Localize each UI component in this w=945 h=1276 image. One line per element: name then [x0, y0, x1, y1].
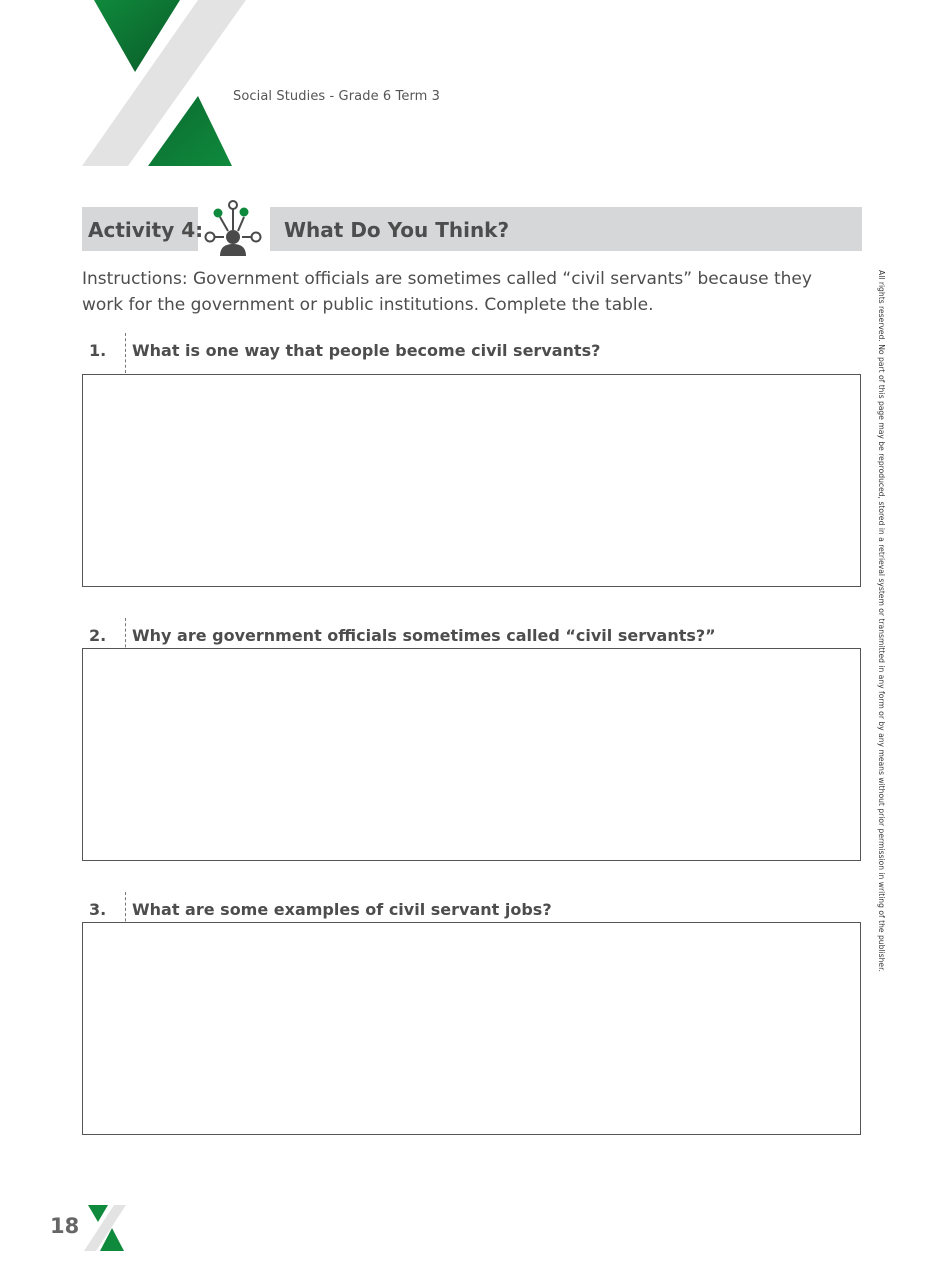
- copyright-notice: [877, 270, 897, 1010]
- answer-box-3[interactable]: [82, 922, 861, 1135]
- header-logo: [80, 0, 250, 170]
- question-text: Why are government officials sometimes called “civil servants?”: [132, 626, 716, 645]
- copyright-text: All rights reserved. No part of this page may be reproduced, stored in a retrieval system or transmitted in any form or by any means without prior permission in writing of the publisher.: [877, 270, 886, 972]
- question-number: 1.: [89, 341, 107, 360]
- footer-logo: [84, 1205, 128, 1253]
- answer-box-1[interactable]: [82, 374, 861, 587]
- question-text: What are some examples of civil servant jobs?: [132, 900, 552, 919]
- question-number: 3.: [89, 900, 107, 919]
- activity-title-box: [270, 207, 862, 251]
- thinking-person-icon: [202, 199, 264, 259]
- question-number: 2.: [89, 626, 107, 645]
- answer-box-2[interactable]: [82, 648, 861, 861]
- activity-label: Activity 4:: [88, 218, 204, 242]
- instructions: Instructions: Government officials are sometimes called “civil servants” because they work for the government or public institutions. Complete the table.: [82, 269, 812, 315]
- activity-heading: [82, 207, 862, 251]
- question-text: What is one way that people become civil servants?: [132, 341, 601, 360]
- activity-label-box: [82, 207, 204, 251]
- page-number: 18: [50, 1214, 80, 1238]
- question-divider: [125, 333, 126, 373]
- activity-title: What Do You Think?: [284, 218, 510, 242]
- header-subject: Social Studies - Grade 6 Term 3: [233, 89, 441, 104]
